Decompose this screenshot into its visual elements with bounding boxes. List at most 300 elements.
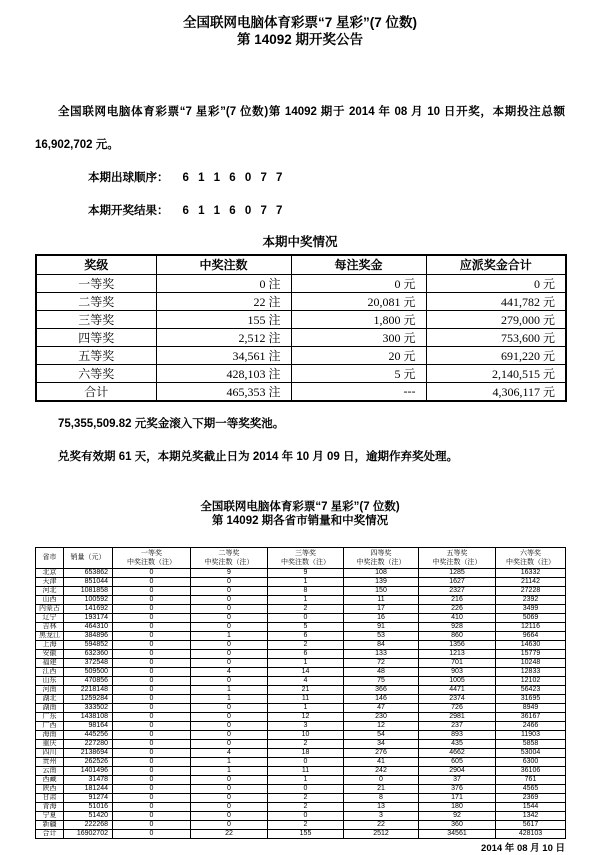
sales-cell: 509500: [64, 667, 113, 676]
prize-level-cell: 合计: [36, 382, 156, 401]
prize-level-cell: 二等奖: [36, 292, 156, 310]
prize6-count-cell: 53004: [496, 748, 566, 757]
province-cell: 河南: [36, 685, 64, 694]
prize2-count-cell: 0: [191, 595, 268, 604]
per-prize-cell: 0 元: [291, 274, 426, 292]
prize5-count-cell: 360: [419, 820, 496, 829]
winners-count-cell: 465,353 注: [156, 382, 291, 401]
table-row: [36, 757, 566, 766]
prize4-count-cell: 91: [344, 622, 419, 631]
total-payout-cell: 441,782 元: [426, 292, 566, 310]
prize1-count-cell: 0: [113, 631, 191, 640]
prize1-count-cell: 0: [113, 595, 191, 604]
prize4-count-cell: 54: [344, 730, 419, 739]
table-row: [36, 685, 566, 694]
prize6-count-cell: 16332: [496, 568, 566, 577]
prize5-count-cell: 2904: [419, 766, 496, 775]
per-prize-cell: 20,081 元: [291, 292, 426, 310]
prize6-count-cell: 15779: [496, 649, 566, 658]
ball-order-value: 6 1 1 6 0 7 7: [182, 172, 286, 184]
prize1-count-cell: 0: [113, 739, 191, 748]
prize2-count-cell: 0: [191, 604, 268, 613]
prize5-count-cell: 376: [419, 784, 496, 793]
prize5-count-cell: 928: [419, 622, 496, 631]
prize5-count-cell: 2327: [419, 586, 496, 595]
prize4-count-cell: 22: [344, 820, 419, 829]
table-row: [36, 775, 566, 784]
prize5-count-cell: 1285: [419, 568, 496, 577]
table-row: [36, 382, 566, 401]
province-cell: 山西: [36, 595, 64, 604]
province-cell: 贵州: [36, 757, 64, 766]
prize3-count-cell: 0: [268, 613, 344, 622]
prize1-count-cell: 0: [113, 802, 191, 811]
draw-result-label: 本期开奖结果：: [88, 205, 169, 217]
prize3-count-cell: 4: [268, 676, 344, 685]
province-cell: 黑龙江: [36, 631, 64, 640]
province-cell: 湖北: [36, 694, 64, 703]
sales-cell: 851044: [64, 577, 113, 586]
document-title-line2: 第 14092 期开奖公告: [236, 32, 364, 47]
prize6-count-cell: 31695: [496, 694, 566, 703]
prize3-count-cell: 11: [268, 766, 344, 775]
prize1-count-cell: 0: [113, 676, 191, 685]
table-row: [36, 577, 566, 586]
prize-level-cell: 四等奖: [36, 328, 156, 346]
province-cell: 重庆: [36, 739, 64, 748]
table-row: [36, 676, 566, 685]
table-row: [36, 328, 566, 346]
prize2-count-cell: 0: [191, 820, 268, 829]
province-cell: 云南: [36, 766, 64, 775]
prize-level-header: 奖级: [36, 255, 156, 274]
prize-5-header: 五等奖 中奖注数（注）: [419, 547, 496, 568]
prize1-count-cell: 0: [113, 766, 191, 775]
prize5-count-cell: 1627: [419, 577, 496, 586]
prize3-count-cell: 2: [268, 640, 344, 649]
prize-table-title: 本期中奖情况: [262, 235, 338, 249]
sales-cell: 181244: [64, 784, 113, 793]
prize5-count-cell: 410: [419, 613, 496, 622]
province-cell: 西藏: [36, 775, 64, 784]
province-cell: 陕西: [36, 784, 64, 793]
winners-count-cell: 0 注: [156, 274, 291, 292]
prize4-count-cell: 41: [344, 757, 419, 766]
prize5-count-cell: 893: [419, 730, 496, 739]
prize6-count-cell: 1544: [496, 802, 566, 811]
province-cell: 辽宁: [36, 613, 64, 622]
table-row: [36, 703, 566, 712]
prize4-count-cell: 48: [344, 667, 419, 676]
prize5-count-cell: 4471: [419, 685, 496, 694]
prize-3-header: 三等奖 中奖注数（注）: [268, 547, 344, 568]
prize5-count-cell: 903: [419, 667, 496, 676]
winners-count-cell: 34,561 注: [156, 346, 291, 364]
province-cell: 海南: [36, 730, 64, 739]
prize2-count-cell: 0: [191, 793, 268, 802]
prize2-count-cell: 0: [191, 640, 268, 649]
prize2-count-cell: 0: [191, 649, 268, 658]
sales-cell: 1259284: [64, 694, 113, 703]
sales-cell: 1438108: [64, 712, 113, 721]
prize4-count-cell: 16: [344, 613, 419, 622]
prize3-count-cell: 2: [268, 802, 344, 811]
table-row: [36, 694, 566, 703]
sales-cell: 91274: [64, 793, 113, 802]
province-cell: 上海: [36, 640, 64, 649]
prize2-count-cell: 0: [191, 784, 268, 793]
table-row: [36, 310, 566, 328]
prize6-count-cell: 4565: [496, 784, 566, 793]
prize4-count-cell: 72: [344, 658, 419, 667]
prize1-count-cell: 0: [113, 775, 191, 784]
table-row: [36, 802, 566, 811]
prize2-count-cell: 0: [191, 577, 268, 586]
province-cell: 四川: [36, 748, 64, 757]
province-cell: 江西: [36, 667, 64, 676]
prize1-count-cell: 0: [113, 730, 191, 739]
prize5-count-cell: 860: [419, 631, 496, 640]
sales-cell: 51016: [64, 802, 113, 811]
table-row: [36, 766, 566, 775]
prize3-count-cell: 1: [268, 703, 344, 712]
prize6-count-cell: 8949: [496, 703, 566, 712]
sales-cell: 262526: [64, 757, 113, 766]
winners-count-cell: 2,512 注: [156, 328, 291, 346]
prize2-count-cell: 0: [191, 703, 268, 712]
table-row: [36, 364, 566, 382]
prize-table-header-row: [36, 255, 566, 274]
sales-cell: 445256: [64, 730, 113, 739]
table-row: [36, 595, 566, 604]
winners-count-cell: 22 注: [156, 292, 291, 310]
prize3-count-cell: 6: [268, 649, 344, 658]
prize2-count-cell: 0: [191, 676, 268, 685]
draw-result-value: 6 1 1 6 0 7 7: [182, 205, 286, 217]
sales-header: 销量（元）: [64, 547, 113, 568]
prize4-count-cell: 21: [344, 784, 419, 793]
prize5-count-cell: 2374: [419, 694, 496, 703]
sales-cell: 98164: [64, 721, 113, 730]
prize3-count-cell: 1: [268, 595, 344, 604]
prize3-count-cell: 1: [268, 577, 344, 586]
province-cell: 安徽: [36, 649, 64, 658]
prize5-count-cell: 34561: [419, 829, 496, 838]
document-title-line1: 全国联网电脑体育彩票“7 星彩”(7 位数): [182, 15, 417, 30]
prize4-count-cell: 139: [344, 577, 419, 586]
prize3-count-cell: 2: [268, 739, 344, 748]
prize4-count-cell: 150: [344, 586, 419, 595]
sales-cell: 100592: [64, 595, 113, 604]
prize-level-cell: 五等奖: [36, 346, 156, 364]
province-cell: 湖南: [36, 703, 64, 712]
prize4-count-cell: 34: [344, 739, 419, 748]
province-cell: 广西: [36, 721, 64, 730]
prize3-count-cell: 2: [268, 820, 344, 829]
prize6-count-cell: 5069: [496, 613, 566, 622]
prize2-count-cell: 0: [191, 622, 268, 631]
prize6-count-cell: 2466: [496, 721, 566, 730]
prize2-count-cell: 1: [191, 694, 268, 703]
prize4-count-cell: 75: [344, 676, 419, 685]
prize2-count-cell: 0: [191, 739, 268, 748]
prize3-count-cell: 3: [268, 721, 344, 730]
table-row: [36, 667, 566, 676]
prize4-count-cell: 53: [344, 631, 419, 640]
prize-level-cell: 三等奖: [36, 310, 156, 328]
prize1-count-cell: 0: [113, 658, 191, 667]
sales-cell: 51420: [64, 811, 113, 820]
prize3-count-cell: 14: [268, 667, 344, 676]
prize1-count-cell: 0: [113, 748, 191, 757]
draw-result-line: [88, 195, 565, 228]
per-prize-header: 每注奖金: [291, 255, 426, 274]
prize3-count-cell: 0: [268, 757, 344, 766]
province-table-title-line1: 全国联网电脑体育彩票“7 星彩”(7 位数): [200, 500, 400, 513]
table-row: [36, 721, 566, 730]
prize3-count-cell: 0: [268, 784, 344, 793]
total-payout-cell: 691,220 元: [426, 346, 566, 364]
prize1-count-cell: 0: [113, 586, 191, 595]
prize6-count-cell: 5617: [496, 820, 566, 829]
prize6-count-cell: 6300: [496, 757, 566, 766]
prize6-count-cell: 36167: [496, 712, 566, 721]
prize6-count-cell: 761: [496, 775, 566, 784]
ball-order-label: 本期出球顺序：: [88, 172, 169, 184]
prize1-count-cell: 0: [113, 811, 191, 820]
prize2-count-cell: 1: [191, 631, 268, 640]
prize2-count-cell: 1: [191, 766, 268, 775]
prize4-count-cell: 3: [344, 811, 419, 820]
province-table-title: [35, 500, 565, 528]
prize3-count-cell: 6: [268, 631, 344, 640]
prize2-count-cell: 22: [191, 829, 268, 838]
prize4-count-cell: 230: [344, 712, 419, 721]
prize5-count-cell: 4662: [419, 748, 496, 757]
ball-order-line: [88, 162, 565, 195]
prize-4-header: 四等奖 中奖注数（注）: [344, 547, 419, 568]
province-cell: 山东: [36, 676, 64, 685]
prize2-count-cell: 1: [191, 685, 268, 694]
prize3-count-cell: 5: [268, 622, 344, 631]
table-row: [36, 631, 566, 640]
sales-cell: 31478: [64, 775, 113, 784]
table-row: [36, 739, 566, 748]
province-cell: 广东: [36, 712, 64, 721]
prize6-count-cell: 27228: [496, 586, 566, 595]
prize1-count-cell: 0: [113, 649, 191, 658]
province-table-header-row: [36, 547, 566, 568]
prize1-count-cell: 0: [113, 712, 191, 721]
per-prize-cell: 5 元: [291, 364, 426, 382]
total-payout-cell: 753,600 元: [426, 328, 566, 346]
sales-cell: 2218148: [64, 685, 113, 694]
table-row: [36, 613, 566, 622]
winners-count-cell: 155 注: [156, 310, 291, 328]
prize2-count-cell: 0: [191, 586, 268, 595]
prize1-count-cell: 0: [113, 784, 191, 793]
sales-cell: 141692: [64, 604, 113, 613]
sales-cell: 1401496: [64, 766, 113, 775]
prize5-count-cell: 171: [419, 793, 496, 802]
prize5-count-cell: 1213: [419, 649, 496, 658]
total-payout-cell: 2,140,515 元: [426, 364, 566, 382]
sales-cell: 2138694: [64, 748, 113, 757]
prize3-count-cell: 21: [268, 685, 344, 694]
table-row: [36, 730, 566, 739]
prize2-count-cell: 0: [191, 730, 268, 739]
prize6-count-cell: 36106: [496, 766, 566, 775]
prize5-count-cell: 216: [419, 595, 496, 604]
prize6-count-cell: 1342: [496, 811, 566, 820]
prize4-count-cell: 242: [344, 766, 419, 775]
prize5-count-cell: 726: [419, 703, 496, 712]
per-prize-cell: 1,800 元: [291, 310, 426, 328]
prize6-count-cell: 21142: [496, 577, 566, 586]
prize2-count-cell: 4: [191, 667, 268, 676]
prize-2-header: 二等奖 中奖注数（注）: [191, 547, 268, 568]
province-cell: 内蒙古: [36, 604, 64, 613]
prize6-count-cell: 11903: [496, 730, 566, 739]
table-row: [36, 793, 566, 802]
province-cell: 吉林: [36, 622, 64, 631]
total-payout-cell: 0 元: [426, 274, 566, 292]
prize4-count-cell: 47: [344, 703, 419, 712]
prize1-count-cell: 0: [113, 793, 191, 802]
sales-cell: 333502: [64, 703, 113, 712]
table-row: [36, 604, 566, 613]
prize1-count-cell: 0: [113, 694, 191, 703]
prize5-count-cell: 37: [419, 775, 496, 784]
province-cell: 北京: [36, 568, 64, 577]
prize1-count-cell: 0: [113, 721, 191, 730]
sales-cell: 470856: [64, 676, 113, 685]
winners-count-header: 中奖注数: [156, 255, 291, 274]
prize3-count-cell: 11: [268, 694, 344, 703]
table-row: [36, 712, 566, 721]
prize1-count-cell: 0: [113, 604, 191, 613]
province-cell: 天津: [36, 577, 64, 586]
sales-cell: 653862: [64, 568, 113, 577]
footer-date: 2014 年 08 月 10 日: [481, 842, 565, 854]
prize2-count-cell: 0: [191, 802, 268, 811]
prize-level-cell: 一等奖: [36, 274, 156, 292]
prize-table: [35, 254, 567, 402]
prize6-count-cell: 10248: [496, 658, 566, 667]
per-prize-cell: 20 元: [291, 346, 426, 364]
province-cell: 宁夏: [36, 811, 64, 820]
prize2-count-cell: 0: [191, 721, 268, 730]
table-row: [36, 811, 566, 820]
table-row: [36, 658, 566, 667]
prize4-count-cell: 0: [344, 775, 419, 784]
prize5-count-cell: 605: [419, 757, 496, 766]
table-row: [36, 292, 566, 310]
prize2-count-cell: 4: [191, 748, 268, 757]
table-row: [36, 784, 566, 793]
rollover-paragraph: 75,355,509.82 元奖金滚入下期一等奖奖池。: [58, 417, 285, 430]
table-row: [36, 346, 566, 364]
prize2-count-cell: 0: [191, 712, 268, 721]
prize1-count-cell: 0: [113, 577, 191, 586]
intro-paragraph: 全国联网电脑体育彩票“7 星彩”(7 位数)第 14092 期于 2014 年 08 月 10 日开奖，本期投注总额 16,902,702 元。: [35, 106, 565, 151]
sales-cell: 384896: [64, 631, 113, 640]
prize5-count-cell: 701: [419, 658, 496, 667]
prize6-count-cell: 12116: [496, 622, 566, 631]
prize6-count-cell: 2392: [496, 595, 566, 604]
deadline-paragraph: 兑奖有效期 61 天，本期兑奖截止日为 2014 年 10 月 09 日，逾期作弃奖处理。: [58, 450, 459, 463]
sales-cell: 372548: [64, 658, 113, 667]
prize3-count-cell: 2: [268, 604, 344, 613]
prize-level-cell: 六等奖: [36, 364, 156, 382]
table-row: [36, 640, 566, 649]
prize1-count-cell: 0: [113, 613, 191, 622]
prize1-count-cell: 0: [113, 622, 191, 631]
prize1-count-cell: 0: [113, 757, 191, 766]
prize3-count-cell: 10: [268, 730, 344, 739]
prize1-count-cell: 0: [113, 640, 191, 649]
prize5-count-cell: 92: [419, 811, 496, 820]
prize4-count-cell: 17: [344, 604, 419, 613]
sales-cell: 16902702: [64, 829, 113, 838]
prize5-count-cell: 226: [419, 604, 496, 613]
prize6-count-cell: 12102: [496, 676, 566, 685]
province-cell: 甘肃: [36, 793, 64, 802]
prize4-count-cell: 146: [344, 694, 419, 703]
prize3-count-cell: 18: [268, 748, 344, 757]
total-payout-cell: 4,306,117 元: [426, 382, 566, 401]
prize4-count-cell: 108: [344, 568, 419, 577]
sales-cell: 1081858: [64, 586, 113, 595]
sales-cell: 227280: [64, 739, 113, 748]
prize2-count-cell: 0: [191, 613, 268, 622]
prize4-count-cell: 2512: [344, 829, 419, 838]
sales-cell: 193174: [64, 613, 113, 622]
prize4-count-cell: 12: [344, 721, 419, 730]
prize2-count-cell: 0: [191, 775, 268, 784]
prize4-count-cell: 84: [344, 640, 419, 649]
prize6-count-cell: 428103: [496, 829, 566, 838]
prize6-count-cell: 3499: [496, 604, 566, 613]
prize1-count-cell: 0: [113, 820, 191, 829]
province-table-title-line2: 第 14092 期各省市销量和中奖情况: [211, 514, 389, 527]
table-row: [36, 649, 566, 658]
prize1-count-cell: 0: [113, 568, 191, 577]
table-row: [36, 748, 566, 757]
prize-6-header: 六等奖 中奖注数（注）: [496, 547, 566, 568]
prize3-count-cell: 12: [268, 712, 344, 721]
table-row: [36, 820, 566, 829]
prize5-count-cell: 435: [419, 739, 496, 748]
prize5-count-cell: 237: [419, 721, 496, 730]
per-prize-cell: 300 元: [291, 328, 426, 346]
prize-1-header: 一等奖 中奖注数（注）: [113, 547, 191, 568]
prize5-count-cell: 180: [419, 802, 496, 811]
sales-cell: 464310: [64, 622, 113, 631]
province-cell: 青海: [36, 802, 64, 811]
prize3-count-cell: 1: [268, 658, 344, 667]
sales-cell: 594852: [64, 640, 113, 649]
prize1-count-cell: 0: [113, 703, 191, 712]
prize4-count-cell: 133: [344, 649, 419, 658]
prize4-count-cell: 8: [344, 793, 419, 802]
prize5-count-cell: 2981: [419, 712, 496, 721]
prize2-count-cell: 0: [191, 811, 268, 820]
prize1-count-cell: 0: [113, 829, 191, 838]
table-row: [36, 586, 566, 595]
table-row: [36, 568, 566, 577]
per-prize-cell: ---: [291, 382, 426, 401]
